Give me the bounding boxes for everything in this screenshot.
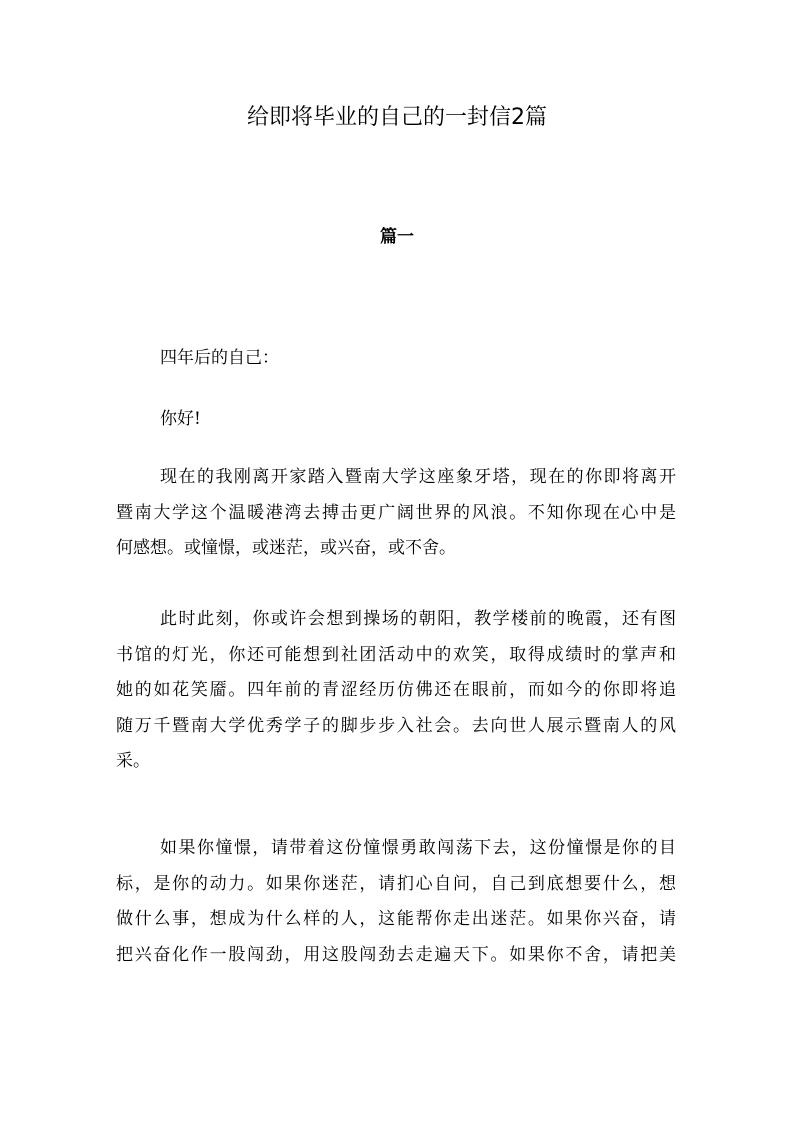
- body-paragraph-2: [116, 602, 676, 780]
- paragraph-line: 随万千暨南大学优秀学子的脚步步入社会。去向世人展示暨南人的风: [116, 715, 676, 736]
- paragraph-line: 把兴奋化作一股闯劲，用这股闯劲去走遍天下。如果你不舍，请把美: [116, 944, 676, 965]
- paragraph-line: 书馆的灯光，你还可能想到社团活动中的欢笑，取得成绩时的掌声和: [116, 644, 676, 665]
- document-title: 给即将毕业的自己的一封信2篇: [247, 105, 547, 130]
- paragraph-line: 现在的我刚离开家踏入暨南大学这座象牙塔，现在的你即将离开: [160, 467, 676, 487]
- paragraph-line: 何感想。或憧憬，或迷茫，或兴奋，或不舍。: [116, 538, 456, 558]
- salutation: 四年后的自己：: [160, 348, 279, 368]
- paragraph-line: 采。: [116, 751, 150, 771]
- paragraph-line: 做什么事，想成为什么样的人，这能帮你走出迷茫。如果你兴奋，请: [116, 909, 676, 929]
- paragraph-line: 如果你憧憬，请带着这份憧憬勇敢闯荡下去，这份憧憬是你的目: [160, 838, 676, 858]
- paragraph-line: 暨南大学这个温暖港湾去搏击更广阔世界的风浪。不知你现在心中是: [116, 502, 676, 523]
- paragraph-line: 标，是你的动力。如果你迷茫，请扪心自问，自己到底想要什么，想: [116, 873, 676, 894]
- paragraph-line: 她的如花笑靥。四年前的青涩经历仿佛还在眼前，而如今的你即将追: [116, 680, 676, 700]
- section-heading: 篇一: [380, 227, 414, 247]
- greeting: 你好!: [160, 409, 201, 429]
- paragraph-line: 此时此刻，你或许会想到操场的朝阳，教学楼前的晚霞，还有图: [160, 609, 676, 629]
- body-paragraph-3: [116, 831, 676, 973]
- body-paragraph-1: [116, 460, 676, 567]
